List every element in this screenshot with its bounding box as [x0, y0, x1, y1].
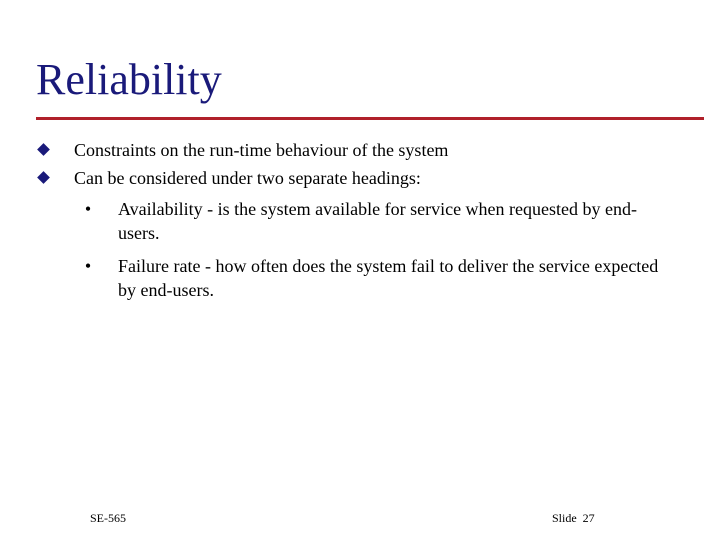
dot-bullet-icon: • [84, 199, 92, 219]
bullet-text: Can be considered under two separate headings: [74, 168, 421, 188]
sub-bullet-text: Availability - is the system available for service when requested by end-users. [118, 199, 637, 243]
footer-course-code: SE-565 [90, 511, 126, 525]
sub-bullet-text: Failure rate - how often does the system fail to deliver the service expected by end-users. [118, 256, 659, 300]
footer-slide-number: Slide 27 [552, 511, 595, 525]
bullet-text: Constraints on the run-time behaviour of the system [74, 140, 449, 160]
title-underline [36, 117, 704, 120]
dot-bullet-icon: • [84, 256, 92, 276]
slide-title: Reliability [36, 55, 222, 104]
